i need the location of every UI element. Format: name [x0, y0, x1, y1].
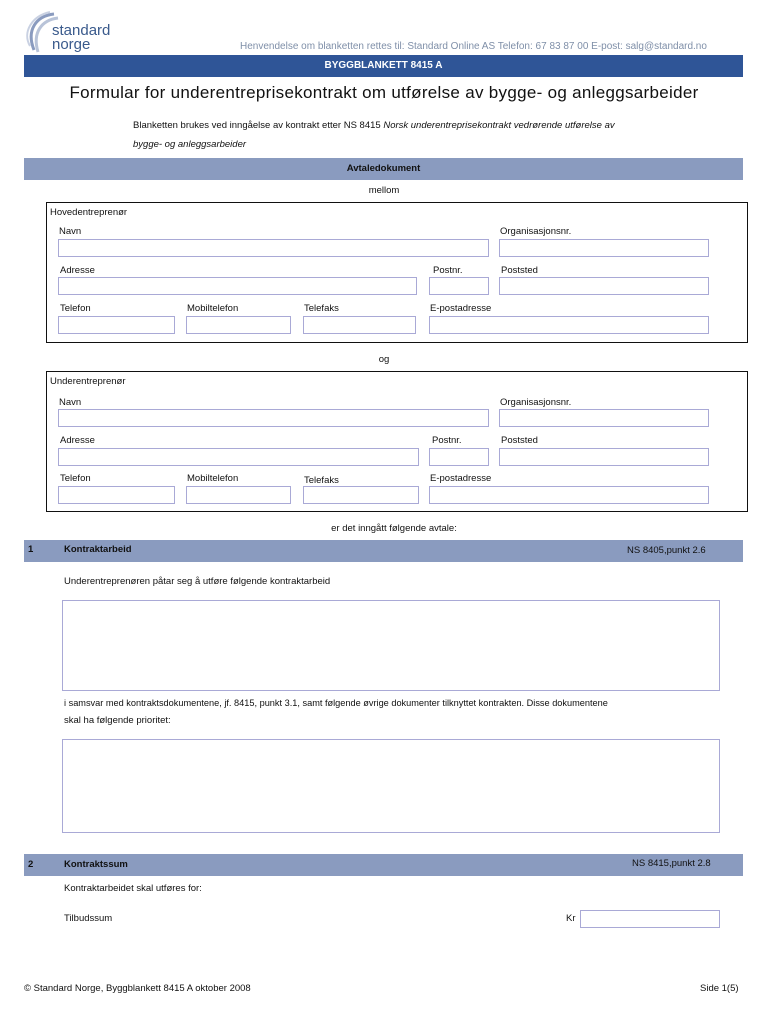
sub-email-field[interactable]	[429, 486, 709, 504]
tender-sum-label: Tilbudssum	[64, 913, 113, 924]
tender-sum-field[interactable]	[580, 910, 720, 928]
footer-page-number: Side 1(5)	[700, 983, 739, 994]
intro-italic: Norsk underentreprisekontrakt vedrørende utførelse av	[383, 120, 615, 131]
sub-phone-label: Telefon	[60, 473, 91, 484]
sub-email-label: E-postadresse	[430, 473, 492, 484]
form-id-bar: BYGGBLANKETT 8415 A	[24, 55, 743, 77]
main-org-label: Organisasjonsnr.	[500, 226, 572, 237]
section-1-ref: NS 8405,punkt 2.6	[627, 545, 706, 556]
main-phone-label: Telefon	[60, 303, 91, 314]
section-2-bar	[24, 854, 743, 876]
section-2-title: Kontraktssum	[64, 859, 128, 870]
section-2-ref: NS 8415,punkt 2.8	[632, 858, 711, 869]
currency-label: Kr	[566, 913, 576, 924]
section-1-bar	[24, 540, 743, 562]
agreement-section-bar: Avtaledokument	[24, 158, 743, 180]
sub-org-field[interactable]	[499, 409, 709, 427]
section-1-text2: i samsvar med kontraktsdokumentene, jf. 8415, punkt 3.1, samt følgende øvrige dokumenter tilknyttet kontrakten. Disse dokumentene	[64, 698, 608, 708]
main-phone-field[interactable]	[58, 316, 175, 334]
section-1-number: 1	[28, 544, 34, 555]
logo-text	[52, 24, 110, 52]
sub-mobile-label: Mobiltelefon	[187, 473, 239, 484]
sub-address-field[interactable]	[58, 448, 419, 466]
main-address-field[interactable]	[58, 277, 417, 295]
sub-name-field[interactable]	[58, 409, 489, 427]
sub-poststed-label: Poststed	[501, 435, 538, 446]
main-address-label: Adresse	[60, 265, 95, 276]
intro-plain: Blanketten brukes ved inngåelse av kontrakt etter NS 8415	[133, 120, 384, 131]
section-1-title: Kontraktarbeid	[64, 544, 132, 555]
section-1-text3: skal ha følgende prioritet:	[64, 715, 171, 726]
sub-contractor-heading: Underentreprenør	[50, 376, 126, 387]
sub-name-label: Navn	[59, 397, 82, 408]
section-2-number: 2	[28, 859, 34, 870]
sub-mobile-field[interactable]	[186, 486, 291, 504]
documents-priority-textarea[interactable]	[62, 739, 720, 833]
sub-contractor-box	[46, 391, 748, 512]
sub-org-label: Organisasjonsnr.	[500, 397, 572, 408]
conclusion-text: er det inngått følgende avtale:	[331, 523, 457, 534]
main-postnr-label: Postnr.	[433, 265, 463, 276]
main-mobile-field[interactable]	[186, 316, 291, 334]
standard-norge-logo	[24, 10, 134, 56]
main-postnr-field[interactable]	[429, 277, 489, 295]
logo-line1: standard	[52, 22, 111, 39]
main-mobile-label: Mobiltelefon	[187, 303, 239, 314]
main-contractor-heading-box	[46, 202, 748, 224]
main-name-label: Navn	[59, 226, 82, 237]
main-contractor-heading: Hovedentreprenør	[50, 207, 128, 218]
contract-work-textarea[interactable]	[62, 600, 720, 691]
main-poststed-label: Poststed	[501, 265, 538, 276]
intro-italic-2: bygge- og anleggsarbeider	[133, 139, 247, 150]
sub-phone-field[interactable]	[58, 486, 175, 504]
and-text: og	[378, 354, 390, 365]
sub-postnr-label: Postnr.	[432, 435, 462, 446]
logo-line2: norge	[52, 36, 91, 53]
sub-address-label: Adresse	[60, 435, 95, 446]
sub-postnr-field[interactable]	[429, 448, 489, 466]
main-fax-label: Telefaks	[304, 303, 339, 314]
main-email-label: E-postadresse	[430, 303, 492, 314]
between-text: mellom	[368, 185, 400, 196]
sub-fax-field[interactable]	[303, 486, 419, 504]
main-poststed-field[interactable]	[499, 277, 709, 295]
main-contractor-box	[46, 222, 748, 343]
sub-poststed-field[interactable]	[499, 448, 709, 466]
contact-info: Henvendelse om blanketten rettes til: Standard Online AS Telefon: 67 83 87 00 E-post: salg@standard.no	[240, 41, 707, 52]
section-2-text1: Kontraktarbeidet skal utføres for:	[64, 883, 202, 894]
page-title: Formular for underentreprisekontrakt om utførelse av bygge- og anleggsarbeider	[69, 83, 699, 102]
sub-contractor-heading-box	[46, 371, 748, 393]
main-org-field[interactable]	[499, 239, 709, 257]
main-name-field[interactable]	[58, 239, 489, 257]
main-fax-field[interactable]	[303, 316, 416, 334]
intro-text	[133, 116, 693, 154]
footer-copyright: © Standard Norge, Byggblankett 8415 A oktober 2008	[24, 983, 251, 994]
section-1-text1: Underentreprenøren påtar seg å utføre følgende kontraktarbeid	[64, 576, 331, 587]
sub-fax-label: Telefaks	[304, 475, 339, 486]
main-email-field[interactable]	[429, 316, 709, 334]
